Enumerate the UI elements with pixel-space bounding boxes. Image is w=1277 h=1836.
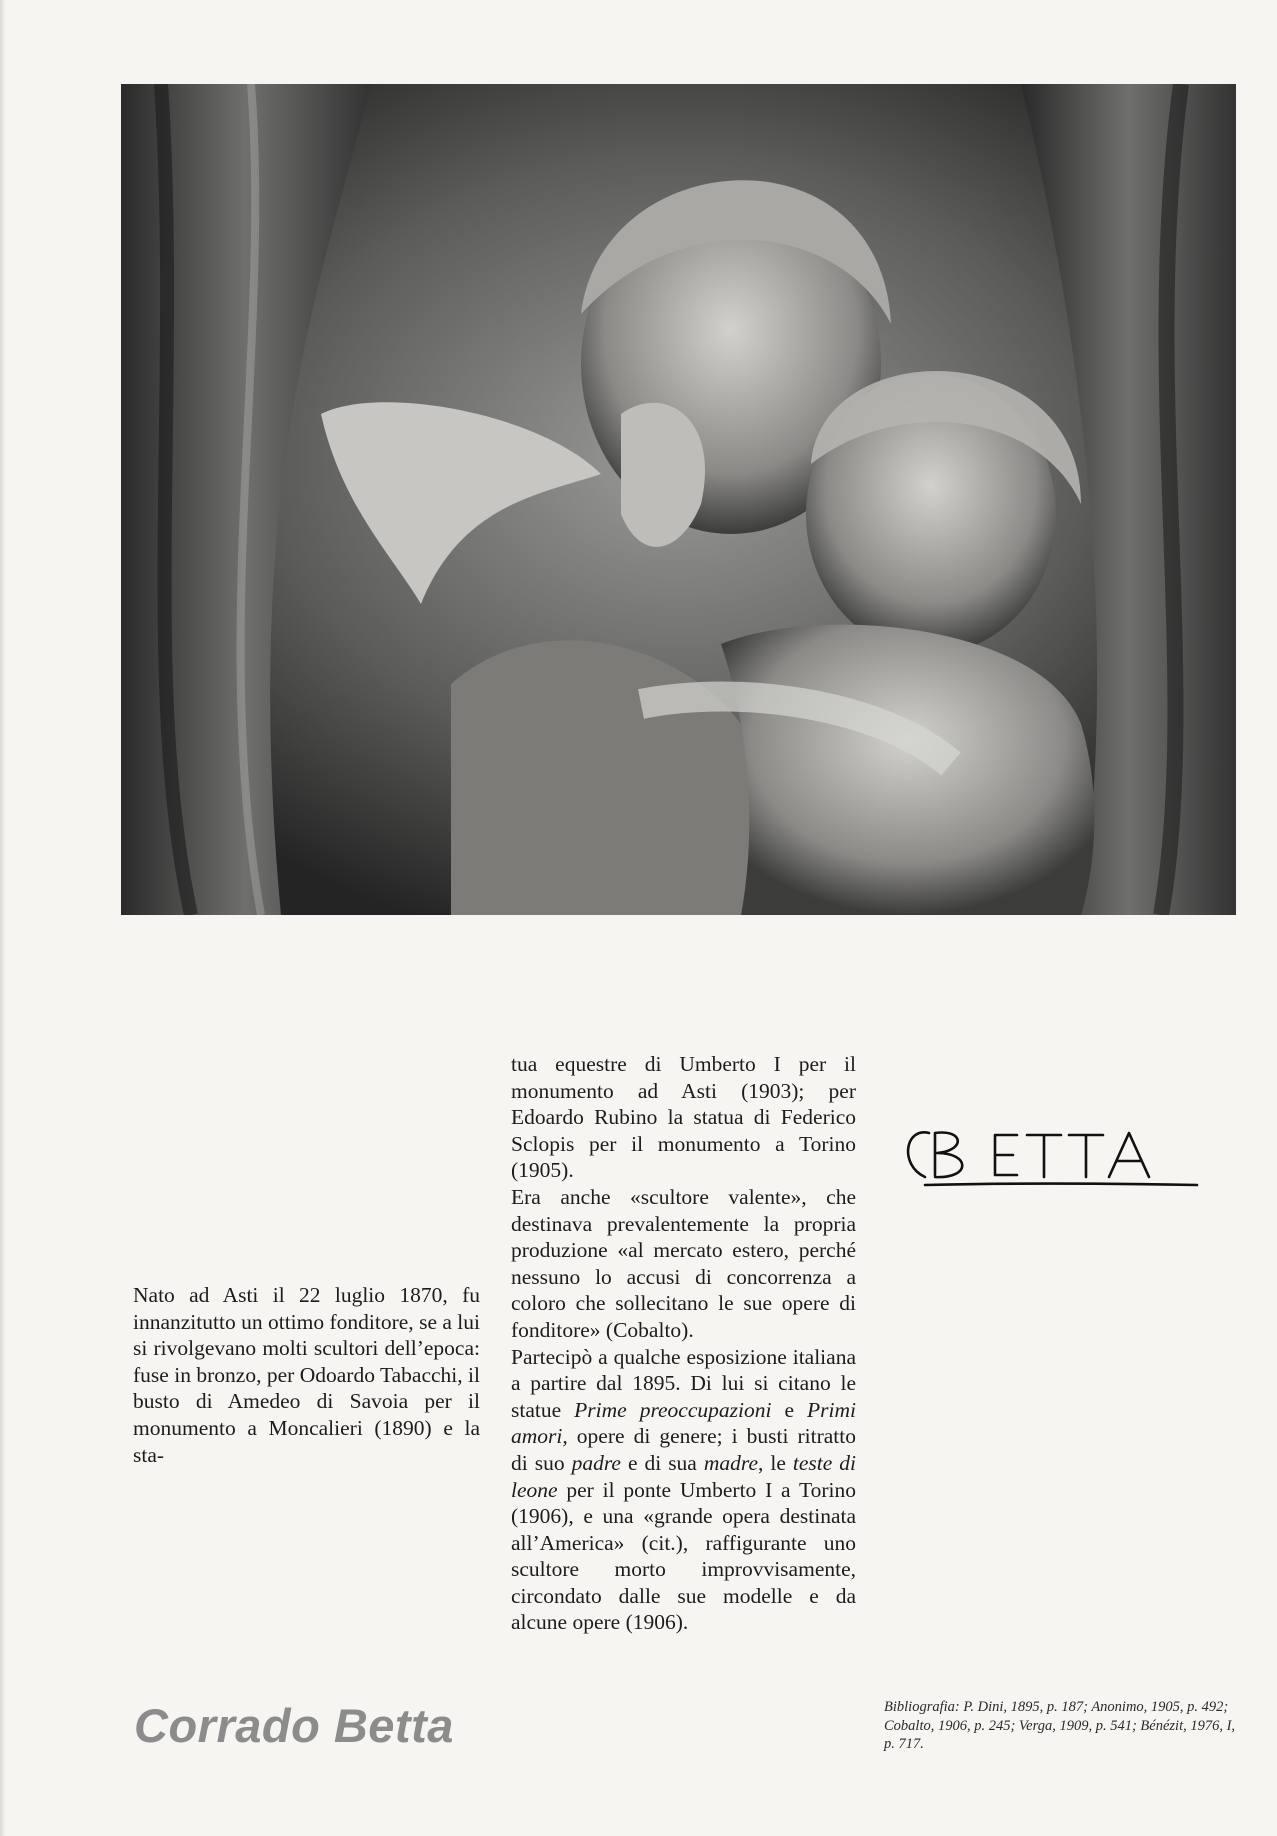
text-run: opere di genere; i busti ritratto di suo — [511, 1424, 856, 1475]
page-title: Corrado Betta — [134, 1699, 454, 1752]
text-run: , le — [758, 1450, 793, 1475]
work-title: madre — [703, 1450, 758, 1475]
text-run: Partecipò a qualche esposizione italiana a partire dal 1895. Di lui si citano le statue — [511, 1344, 856, 1422]
work-title: Primi amori, — [511, 1397, 856, 1449]
bibliography-text: P. Dini, 1895, p. 187; Anonimo, 1905, p. 492; Cobalto, 1906, p. 245; Verga, 1909, p. 541; Bénézit, 1976, I, p. 717. — [884, 1699, 1236, 1752]
text-run: e di sua — [620, 1450, 704, 1475]
left-text-column — [133, 1282, 480, 1468]
paragraph-2: Era anche «scultore valente», che destinava prevalentemente la propria produzione «al mercato estero, perché nessuno lo accusi di concorrenza a coloro che sollecitano le sue opere di fonditore» (Cobalto). — [511, 1184, 856, 1342]
paragraph-1: tua equestre di Umberto I per il monumento ad Asti (1903); per Edoardo Rubino la statua di Federico Sclopis per il monumento a Torino (1905). — [511, 1052, 856, 1183]
work-title: teste di leone — [511, 1450, 856, 1502]
text-run: per il ponte Umberto I a Torino (1906), e una «grande opera destinata all’America» (cit.), raffigurante uno scultore morto improvvisamente, circondato dalle sue modelle e da alcune opere (1906). — [511, 1477, 856, 1635]
artist-signature — [885, 1105, 1205, 1195]
bibliography-label: Bibliografia: — [884, 1699, 960, 1715]
page-edge — [0, 0, 6, 1836]
sculpture-relief-image — [121, 84, 1236, 915]
work-title: padre — [571, 1450, 621, 1475]
sculpture-photo — [121, 84, 1236, 915]
intro-paragraph: Nato ad Asti il 22 luglio 1870, fu innanzitutto un ottimo fonditore, se a lui si rivolgevano molti scultori dell’epoca: fuse in bronzo, per Odoardo Tabacchi, il busto di Amedeo di Savoia per il monumento a Moncalieri (1890) e la sta- — [133, 1283, 480, 1467]
paragraph-3 — [511, 1344, 856, 1637]
middle-text-column — [511, 1051, 856, 1636]
work-title: Prime preoccupazioni — [574, 1397, 772, 1422]
text-run: e — [771, 1397, 808, 1422]
bibliography — [884, 1698, 1239, 1754]
